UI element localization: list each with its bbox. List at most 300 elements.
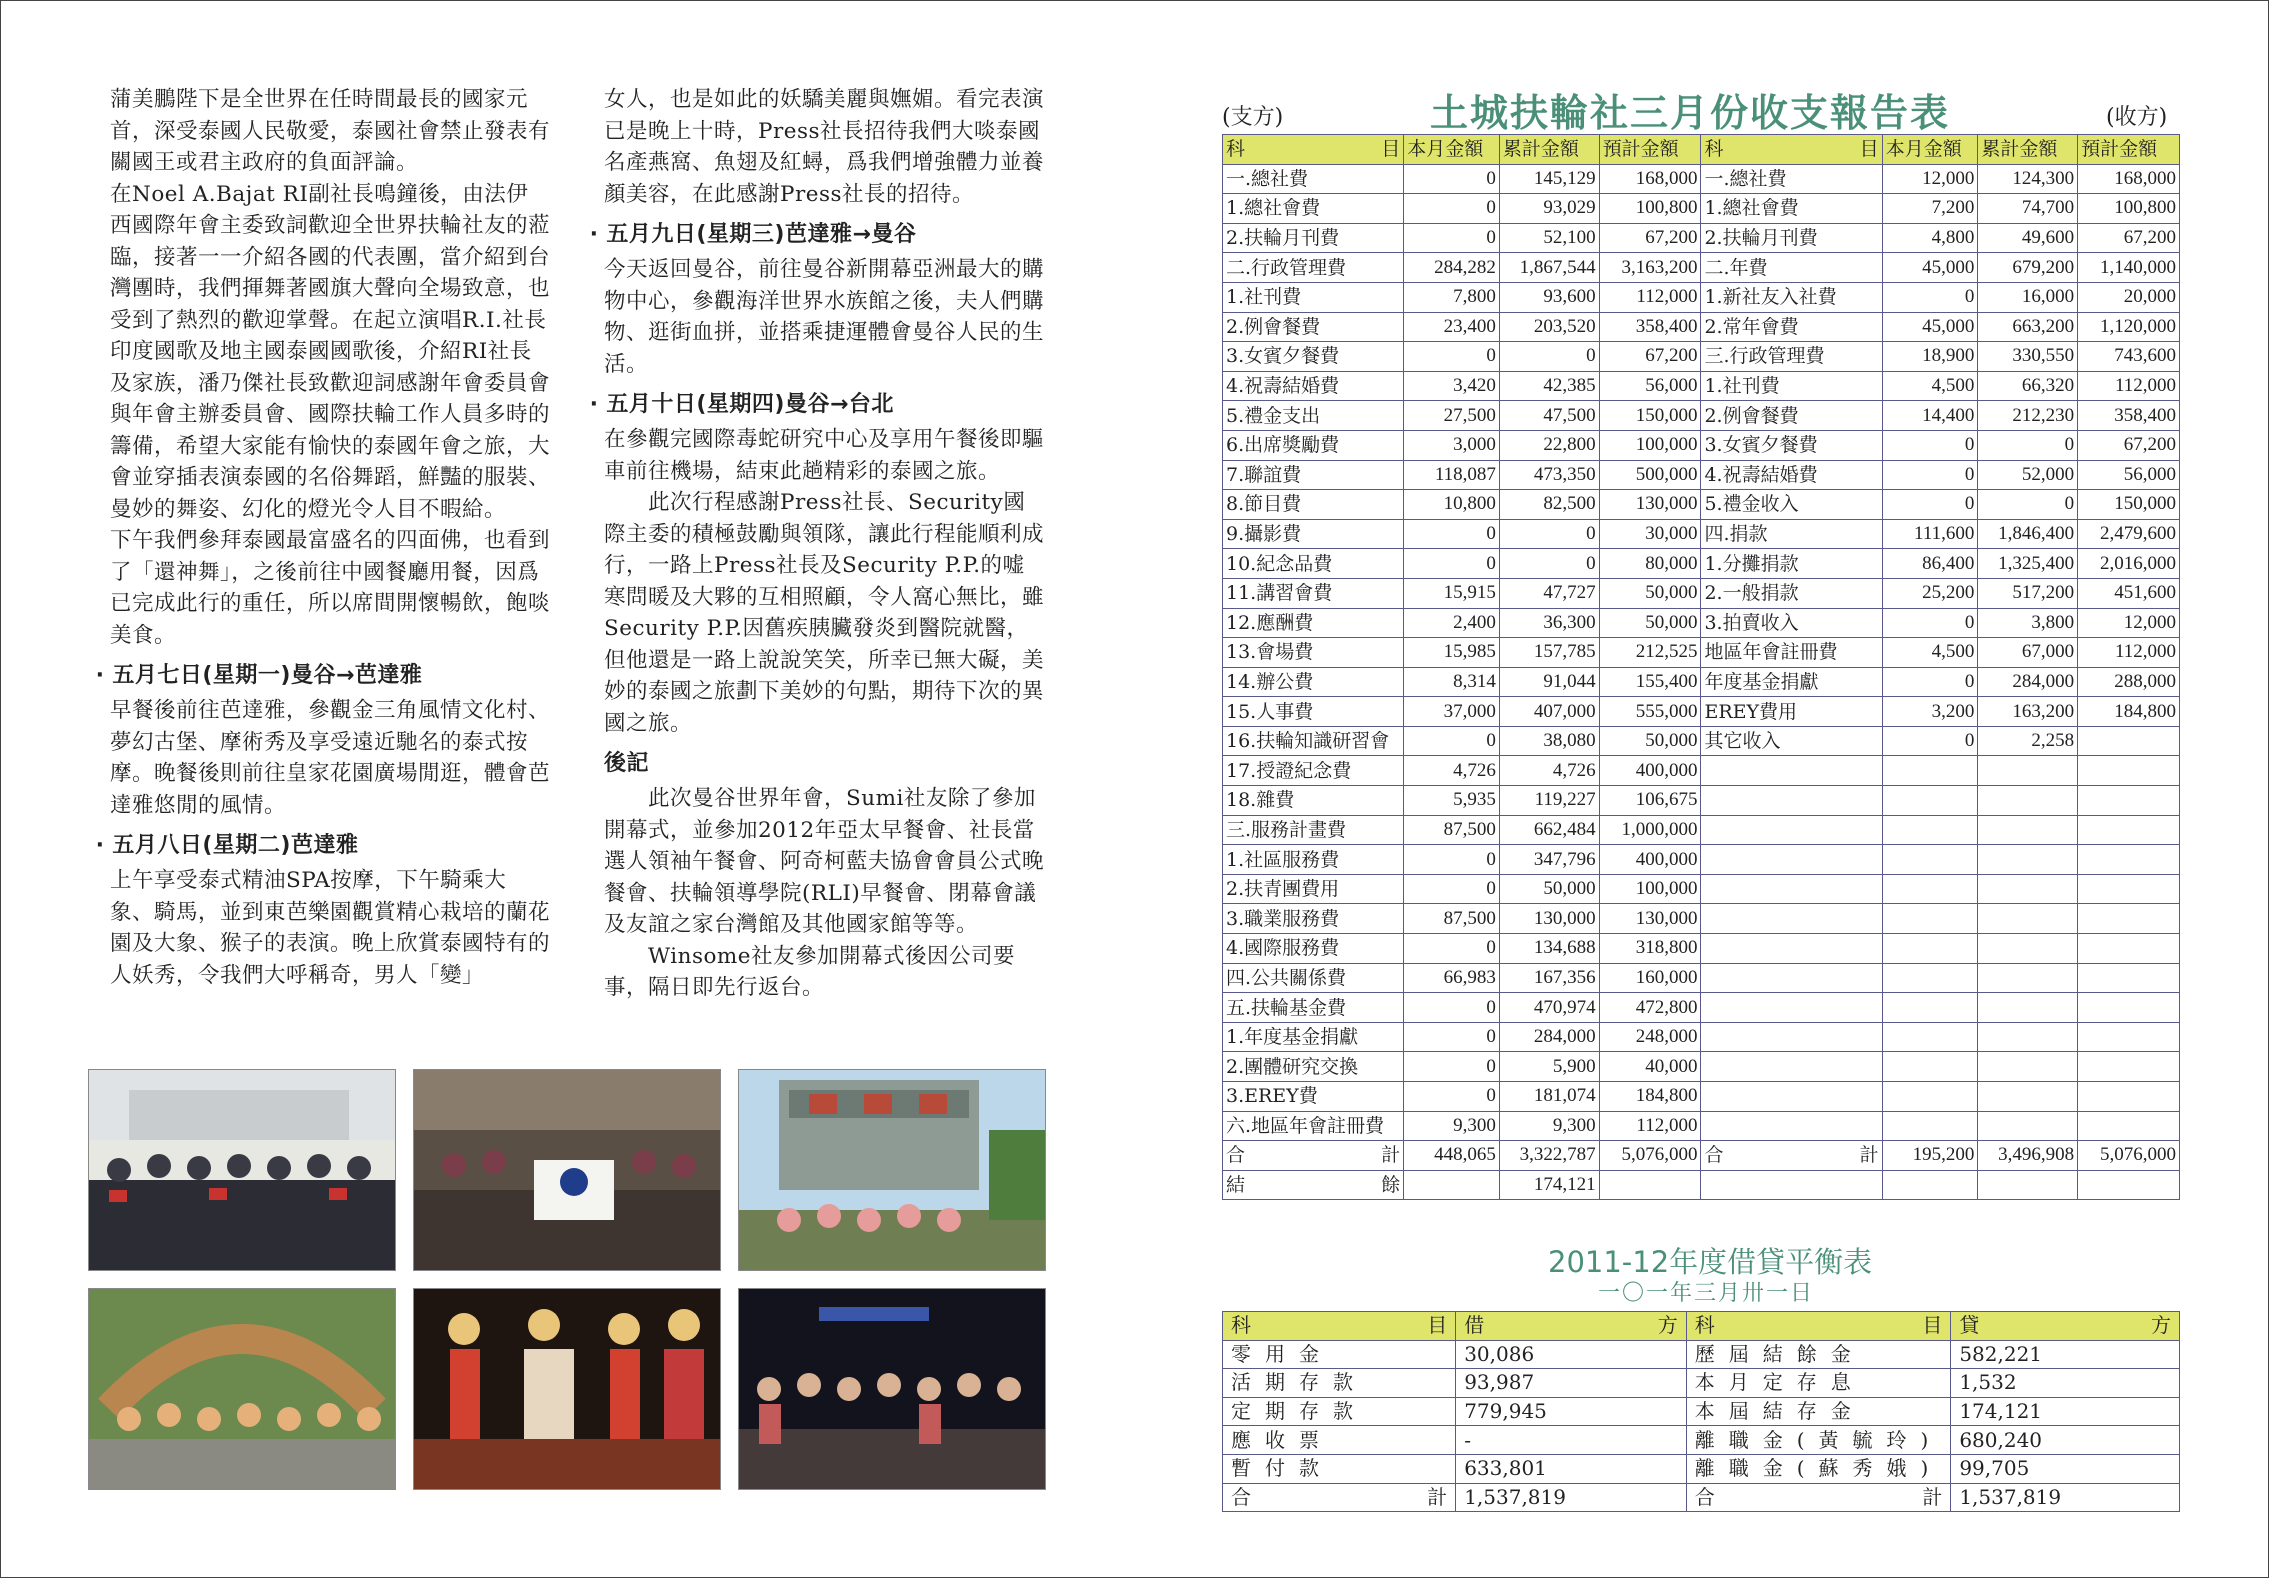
expense-amount: 470,974	[1499, 993, 1599, 1023]
group-photo-rotary-banner	[413, 1069, 721, 1271]
group-photo-pattaya-night	[738, 1288, 1046, 1490]
expense-item: 五.扶輪基金費	[1223, 993, 1404, 1023]
empty-cell	[1701, 963, 1882, 993]
income-amount: 56,000	[2078, 460, 2180, 490]
income-item: 1.新社友入社費	[1701, 282, 1882, 312]
postscript-heading: 後記	[604, 751, 650, 776]
expense-amount: 112,000	[1599, 1111, 1701, 1141]
empty-cell	[1882, 904, 1978, 934]
income-amount: 4,500	[1882, 371, 1978, 401]
empty-cell	[1701, 874, 1882, 904]
empty-cell	[1882, 934, 1978, 964]
empty-cell	[2078, 1111, 2180, 1141]
credit-amount: 1,532	[1951, 1369, 2180, 1398]
empty-cell	[1882, 874, 1978, 904]
expense-amount: 52,100	[1499, 223, 1599, 253]
income-amount	[2078, 726, 2180, 756]
income-item: 三.行政管理費	[1701, 342, 1882, 372]
total-label	[1223, 1483, 1456, 1512]
empty-cell	[1701, 1111, 1882, 1141]
debit-item: 應收票	[1223, 1426, 1456, 1455]
expense-total: 3,322,787	[1499, 1141, 1599, 1171]
expense-amount: 472,800	[1599, 993, 1701, 1023]
expense-item: 三.服務計畫費	[1223, 815, 1404, 845]
paragraph: Winsome社友參加開幕式後因公司要事，隔日即先行返台。	[604, 943, 1016, 1000]
debit-item: 零用金	[1223, 1340, 1456, 1369]
empty-cell	[1882, 845, 1978, 875]
income-total: 3,496,908	[1978, 1141, 2078, 1171]
paragraph: 下午我們參拜泰國最富盛名的四面佛，也看到了「還神舞」，之後前往中國餐廳用餐，因爲已完成此行的重任，所以席間開懷暢飲，飽啖美食。	[110, 528, 551, 648]
empty-cell	[1978, 904, 2078, 934]
expense-amount: 284,282	[1404, 253, 1500, 283]
expense-amount: 407,000	[1499, 697, 1599, 727]
debit-item: 活期存款	[1223, 1369, 1456, 1398]
total-label	[1701, 1141, 1882, 1171]
expense-amount: 3,000	[1404, 430, 1500, 460]
expense-amount: 0	[1404, 993, 1500, 1023]
table-row	[1223, 519, 2180, 549]
label-char: 合	[1694, 1484, 1715, 1509]
group-photo-chinese-gate	[738, 1069, 1046, 1271]
income-amount: 284,000	[1978, 667, 2078, 697]
expense-item: 16.扶輪知識研習會	[1223, 726, 1404, 756]
table-row	[1223, 904, 2180, 934]
expense-item: 1.年度基金捐獻	[1223, 1022, 1404, 1052]
credit-item: 本屆結存金	[1686, 1397, 1951, 1426]
expense-item: 六.地區年會註冊費	[1223, 1111, 1404, 1141]
debit-amount: 779,945	[1456, 1397, 1687, 1426]
expense-amount: 80,000	[1599, 549, 1701, 579]
expense-amount: 87,500	[1404, 904, 1500, 934]
expense-amount: 50,000	[1499, 874, 1599, 904]
table-row	[1223, 1082, 2180, 1112]
income-amount: 0	[1882, 430, 1978, 460]
debit-item: 定期存款	[1223, 1397, 1456, 1426]
income-amount: 12,000	[2078, 608, 2180, 638]
empty-cell	[2078, 993, 2180, 1023]
expense-amount: 0	[1404, 223, 1500, 253]
income-amount: 100,800	[2078, 194, 2180, 224]
income-item: 5.禮金收入	[1701, 490, 1882, 520]
label-char: 合	[1704, 1144, 1724, 1167]
debit-total: 1,537,819	[1456, 1483, 1687, 1512]
expense-amount: 67,200	[1599, 223, 1701, 253]
income-amount: 4,800	[1882, 223, 1978, 253]
income-item: 二.年費	[1701, 253, 1882, 283]
table-row	[1223, 164, 2180, 194]
label-char: 合	[1226, 1144, 1246, 1167]
empty-cell	[1978, 963, 2078, 993]
expense-total: 5,076,000	[1599, 1141, 1701, 1171]
table-row	[1223, 1022, 2180, 1052]
balance-row	[1223, 1170, 2180, 1200]
credit-item: 本月定存息	[1686, 1369, 1951, 1398]
header-subject: 科 目	[1223, 1312, 1456, 1341]
debit-amount: 93,987	[1456, 1369, 1687, 1398]
expense-amount: 112,000	[1599, 282, 1701, 312]
expense-item: 一.總社費	[1223, 164, 1404, 194]
header-subject: 科 目	[1701, 135, 1882, 165]
income-amount: 49,600	[1978, 223, 2078, 253]
empty-cell	[1978, 815, 2078, 845]
empty-cell	[2078, 963, 2180, 993]
credit-amount: 99,705	[1951, 1454, 2180, 1483]
expense-amount: 145,129	[1499, 164, 1599, 194]
empty-cell	[1882, 756, 1978, 786]
expense-amount: 0	[1404, 726, 1500, 756]
expense-amount: 248,000	[1599, 1022, 1701, 1052]
header-subject: 科 目	[1686, 1312, 1951, 1341]
expense-amount: 130,000	[1599, 490, 1701, 520]
income-amount: 288,000	[2078, 667, 2180, 697]
empty-cell	[2078, 1052, 2180, 1082]
header-budget: 預計金額	[2078, 135, 2180, 165]
paragraph: 此次行程感謝Press社長、Security國際主委的積極鼓勵與領隊，讓此行程能順利成行，一路上Press社長及Security P.P.的嘘寒問暖及大夥的互相照顧，令人窩心無比，雖Security P.P.因舊疾胰臟發炎到醫院就醫，但他還是一路上說說笑笑，所幸已無大礙，美妙的泰國之旅劃下美妙的句點，期待下次的異國之旅。	[604, 490, 1045, 736]
expense-amount: 100,800	[1599, 194, 1701, 224]
income-amount: 358,400	[2078, 401, 2180, 431]
expense-amount: 10,800	[1404, 490, 1500, 520]
empty-cell	[1978, 1022, 2078, 1052]
table-row	[1223, 401, 2180, 431]
total-row	[1223, 1483, 2180, 1512]
income-amount: 1,846,400	[1978, 519, 2078, 549]
expense-amount: 168,000	[1599, 164, 1701, 194]
expense-amount: 50,000	[1599, 608, 1701, 638]
expense-item: 1.社區服務費	[1223, 845, 1404, 875]
expense-amount: 100,000	[1599, 430, 1701, 460]
income-item: 2.一般捐款	[1701, 578, 1882, 608]
empty-cell	[1978, 934, 2078, 964]
header-debit: 借 方	[1456, 1312, 1687, 1341]
empty-cell	[2078, 845, 2180, 875]
debit-amount: 30,086	[1456, 1340, 1687, 1369]
expense-amount: 5,935	[1404, 786, 1500, 816]
table-row	[1223, 371, 2180, 401]
expense-amount: 93,600	[1499, 282, 1599, 312]
table-row	[1223, 638, 2180, 668]
table-row	[1223, 963, 2180, 993]
income-amount: 743,600	[2078, 342, 2180, 372]
expense-amount: 555,000	[1599, 697, 1701, 727]
income-side-label: (收方)	[2106, 105, 2168, 130]
income-amount: 16,000	[1978, 282, 2078, 312]
income-item: 地區年會註冊費	[1701, 638, 1882, 668]
credit-amount: 174,121	[1951, 1397, 2180, 1426]
income-amount: 517,200	[1978, 578, 2078, 608]
day7-heading: ‧ 五月七日(星期一)曼谷→芭達雅	[96, 659, 550, 693]
expense-amount: 30,000	[1599, 519, 1701, 549]
balance-sheet-title: 2011-12年度借貸平衡表	[1548, 1245, 1873, 1279]
table-row	[1223, 490, 2180, 520]
expense-item: 4.祝壽結婚費	[1223, 371, 1404, 401]
empty-cell	[1701, 815, 1882, 845]
expense-amount: 358,400	[1599, 312, 1701, 342]
table-row	[1223, 194, 2180, 224]
table-row	[1223, 1111, 2180, 1141]
expense-amount: 91,044	[1499, 667, 1599, 697]
expense-amount: 36,300	[1499, 608, 1599, 638]
income-item: 3.女賓夕餐費	[1701, 430, 1882, 460]
label-char: 計	[1859, 1144, 1879, 1167]
income-amount: 14,400	[1882, 401, 1978, 431]
table-row	[1223, 1052, 2180, 1082]
empty-cell	[2078, 786, 2180, 816]
expense-amount: 27,500	[1404, 401, 1500, 431]
income-amount: 0	[1978, 490, 2078, 520]
empty-cell	[1978, 1052, 2078, 1082]
income-amount: 124,300	[1978, 164, 2078, 194]
expense-amount: 3,163,200	[1599, 253, 1701, 283]
expense-amount: 4,726	[1499, 756, 1599, 786]
expense-amount: 1,000,000	[1599, 815, 1701, 845]
debit-amount: -	[1456, 1426, 1687, 1455]
table-row	[1223, 430, 2180, 460]
table-row	[1223, 845, 2180, 875]
income-amount: 150,000	[2078, 490, 2180, 520]
income-amount: 1,140,000	[2078, 253, 2180, 283]
expense-amount: 0	[1404, 874, 1500, 904]
expense-amount: 56,000	[1599, 371, 1701, 401]
table-row	[1223, 993, 2180, 1023]
header-cumulative: 累計金額	[1499, 135, 1599, 165]
balance-sheet-date: 一〇一年三月卅一日	[1598, 1281, 1815, 1306]
paragraph: 女人，也是如此的妖驕美麗與嫵媚。看完表演已是晚上十時，Press社長招待我們大啖泰國名產燕窩、魚翅及紅蟳，爲我們增強體力並養顏美容，在此感謝Press社長的招待。	[604, 87, 1045, 207]
table-row	[1223, 549, 2180, 579]
credit-amount: 582,221	[1951, 1340, 2180, 1369]
empty-cell	[1978, 874, 2078, 904]
expense-amount: 157,785	[1499, 638, 1599, 668]
empty-cell	[1599, 1170, 1701, 1200]
income-total: 195,200	[1882, 1141, 1978, 1171]
expense-amount: 400,000	[1599, 756, 1701, 786]
expense-amount: 167,356	[1499, 963, 1599, 993]
income-amount: 86,400	[1882, 549, 1978, 579]
empty-cell	[1978, 1082, 2078, 1112]
expense-item: 4.國際服務費	[1223, 934, 1404, 964]
income-item: 2.例會餐費	[1701, 401, 1882, 431]
expense-amount: 0	[1499, 342, 1599, 372]
expense-item: 14.辦公費	[1223, 667, 1404, 697]
income-item: 其它收入	[1701, 726, 1882, 756]
empty-cell	[1882, 1111, 1978, 1141]
label-char: 計	[1381, 1144, 1401, 1167]
income-amount: 0	[1882, 460, 1978, 490]
paragraph: 早餐後前往芭達雅，參觀金三角風情文化村、夢幻古堡、摩術秀及享受遠近馳名的泰式按摩。晚餐後則前往皇家花園廣場閒逛，體會芭達雅悠閒的風情。	[110, 698, 551, 818]
expense-amount: 500,000	[1599, 460, 1701, 490]
table-row	[1223, 874, 2180, 904]
empty-cell	[1882, 1082, 1978, 1112]
empty-cell	[1882, 963, 1978, 993]
income-amount: 112,000	[2078, 638, 2180, 668]
expense-amount: 130,000	[1499, 904, 1599, 934]
expense-amount: 0	[1404, 549, 1500, 579]
expense-item: 2.扶輪月刊費	[1223, 223, 1404, 253]
income-amount: 45,000	[1882, 253, 1978, 283]
empty-cell	[1404, 1170, 1500, 1200]
empty-cell	[1701, 1170, 1882, 1200]
empty-cell	[1882, 993, 1978, 1023]
debit-amount: 633,801	[1456, 1454, 1687, 1483]
group-photo-flags-building	[88, 1069, 396, 1271]
expense-amount: 0	[1499, 519, 1599, 549]
expense-item: 2.例會餐費	[1223, 312, 1404, 342]
table-row	[1223, 1426, 2180, 1455]
expense-amount: 15,985	[1404, 638, 1500, 668]
expense-amount: 203,520	[1499, 312, 1599, 342]
header-budget: 預計金額	[1599, 135, 1701, 165]
expense-amount: 0	[1404, 845, 1500, 875]
expense-amount: 318,800	[1599, 934, 1701, 964]
empty-cell	[1701, 904, 1882, 934]
income-amount: 25,200	[1882, 578, 1978, 608]
total-label	[1223, 1141, 1404, 1171]
expense-amount: 93,029	[1499, 194, 1599, 224]
empty-cell	[1978, 845, 2078, 875]
income-amount: 111,600	[1882, 519, 1978, 549]
expense-amount: 106,675	[1599, 786, 1701, 816]
expense-amount: 400,000	[1599, 845, 1701, 875]
empty-cell	[2078, 1022, 2180, 1052]
empty-cell	[1701, 845, 1882, 875]
income-amount: 1,325,400	[1978, 549, 2078, 579]
table-row	[1223, 1454, 2180, 1483]
empty-cell	[1978, 993, 2078, 1023]
table-row	[1223, 934, 2180, 964]
expense-amount: 347,796	[1499, 845, 1599, 875]
total-label	[1686, 1483, 1951, 1512]
expense-item: 11.講習會費	[1223, 578, 1404, 608]
expense-amount: 47,500	[1499, 401, 1599, 431]
expense-amount: 7,800	[1404, 282, 1500, 312]
income-amount: 168,000	[2078, 164, 2180, 194]
expense-item: 二.行政管理費	[1223, 253, 1404, 283]
expense-amount: 0	[1499, 549, 1599, 579]
table-row	[1223, 815, 2180, 845]
table-header-row	[1223, 1312, 2180, 1341]
income-amount: 2,258	[1978, 726, 2078, 756]
income-amount: 212,230	[1978, 401, 2078, 431]
income-item: 3.拍賣收入	[1701, 608, 1882, 638]
expense-amount: 8,314	[1404, 667, 1500, 697]
income-amount: 0	[1882, 726, 1978, 756]
label-char: 結	[1226, 1174, 1246, 1197]
empty-cell	[1701, 1022, 1882, 1052]
expense-amount: 50,000	[1599, 726, 1701, 756]
debit-item: 暫付款	[1223, 1454, 1456, 1483]
balance-sheet-table	[1222, 1311, 2180, 1512]
expense-amount: 0	[1404, 934, 1500, 964]
table-row	[1223, 312, 2180, 342]
expense-item: 3.EREY費	[1223, 1082, 1404, 1112]
expense-amount: 50,000	[1599, 578, 1701, 608]
income-amount: 74,700	[1978, 194, 2078, 224]
total-row	[1223, 1141, 2180, 1171]
expense-amount: 2,400	[1404, 608, 1500, 638]
empty-cell	[1882, 786, 1978, 816]
label-char: 計	[1922, 1484, 1943, 1509]
paragraph: 上午享受泰式精油SPA按摩，下午騎乘大象、騎馬，並到東芭樂園觀賞精心栽培的蘭花園及大象、猴子的表演。晚上欣賞泰國特有的人妖秀，令我們大呼稱奇，男人「變」	[110, 868, 551, 988]
income-amount: 67,200	[2078, 430, 2180, 460]
empty-cell	[2078, 815, 2180, 845]
expense-amount: 130,000	[1599, 904, 1701, 934]
expense-item: 8.節目費	[1223, 490, 1404, 520]
header-credit: 貸 方	[1951, 1312, 2180, 1341]
empty-cell	[1978, 756, 2078, 786]
header-cumulative: 累計金額	[1978, 135, 2078, 165]
header-month: 本月金額	[1404, 135, 1500, 165]
expense-item: 9.攝影費	[1223, 519, 1404, 549]
paragraph: 此次曼谷世界年會，Sumi社友除了參加開幕式，並參加2012年亞太早餐會、社長當選人領袖午餐會、阿奇柯藍夫協會會員公式晚餐會、扶輪領導學院(RLI)早餐會、閉幕會議及友誼之家台灣館及其他國家館等等。	[604, 786, 1045, 937]
expense-item: 10.紀念品費	[1223, 549, 1404, 579]
table-row	[1223, 608, 2180, 638]
expense-amount: 119,227	[1499, 786, 1599, 816]
expense-amount: 37,000	[1404, 697, 1500, 727]
empty-cell	[1701, 934, 1882, 964]
expense-item: 1.社刊費	[1223, 282, 1404, 312]
income-amount: 45,000	[1882, 312, 1978, 342]
expense-amount: 284,000	[1499, 1022, 1599, 1052]
expense-amount: 160,000	[1599, 963, 1701, 993]
income-amount: 67,200	[2078, 223, 2180, 253]
expense-amount: 0	[1404, 194, 1500, 224]
expense-amount: 473,350	[1499, 460, 1599, 490]
income-amount: 3,200	[1882, 697, 1978, 727]
empty-cell	[1882, 1170, 1978, 1200]
empty-cell	[2078, 1170, 2180, 1200]
article-column-2	[604, 84, 1044, 1004]
income-amount: 451,600	[2078, 578, 2180, 608]
income-amount: 3,800	[1978, 608, 2078, 638]
expense-side-label: (支方)	[1222, 105, 1284, 130]
empty-cell	[1882, 1022, 1978, 1052]
income-amount: 163,200	[1978, 697, 2078, 727]
empty-cell	[1701, 993, 1882, 1023]
expense-amount: 9,300	[1404, 1111, 1500, 1141]
income-amount: 20,000	[2078, 282, 2180, 312]
expense-amount: 184,800	[1599, 1082, 1701, 1112]
article-column-1	[110, 84, 550, 991]
expense-amount: 67,200	[1599, 342, 1701, 372]
expense-amount: 15,915	[1404, 578, 1500, 608]
income-item: 年度基金捐獻	[1701, 667, 1882, 697]
label-char: 合	[1231, 1484, 1251, 1509]
expense-amount: 22,800	[1499, 430, 1599, 460]
income-item: 4.祝壽結婚費	[1701, 460, 1882, 490]
income-amount: 184,800	[2078, 697, 2180, 727]
empty-cell	[1882, 1052, 1978, 1082]
expense-item: 17.授證紀念費	[1223, 756, 1404, 786]
income-amount: 2,479,600	[2078, 519, 2180, 549]
expense-item: 四.公共關係費	[1223, 963, 1404, 993]
expense-amount: 0	[1404, 1022, 1500, 1052]
table-row	[1223, 223, 2180, 253]
credit-item: 歷屆結餘金	[1686, 1340, 1951, 1369]
balance-value: 174,121	[1499, 1170, 1599, 1200]
expense-amount: 0	[1404, 342, 1500, 372]
paragraph: 蒲美鵬陛下是全世界在任時間最長的國家元首，深受泰國人民敬愛，泰國社會禁止發表有關國王或君主政府的負面評論。	[110, 87, 551, 175]
expense-amount: 66,983	[1404, 963, 1500, 993]
empty-cell	[1701, 1052, 1882, 1082]
income-amount: 0	[1882, 608, 1978, 638]
paragraph: 在參觀完國際毒蛇研究中心及享用午餐後即驅車前往機場，結束此趟精彩的泰國之旅。	[604, 427, 1045, 484]
expense-amount: 40,000	[1599, 1052, 1701, 1082]
table-row	[1223, 786, 2180, 816]
table-row	[1223, 697, 2180, 727]
expense-amount: 4,726	[1404, 756, 1500, 786]
expense-amount: 9,300	[1499, 1111, 1599, 1141]
income-item: 1.分攤捐款	[1701, 549, 1882, 579]
income-item: 一.總社費	[1701, 164, 1882, 194]
